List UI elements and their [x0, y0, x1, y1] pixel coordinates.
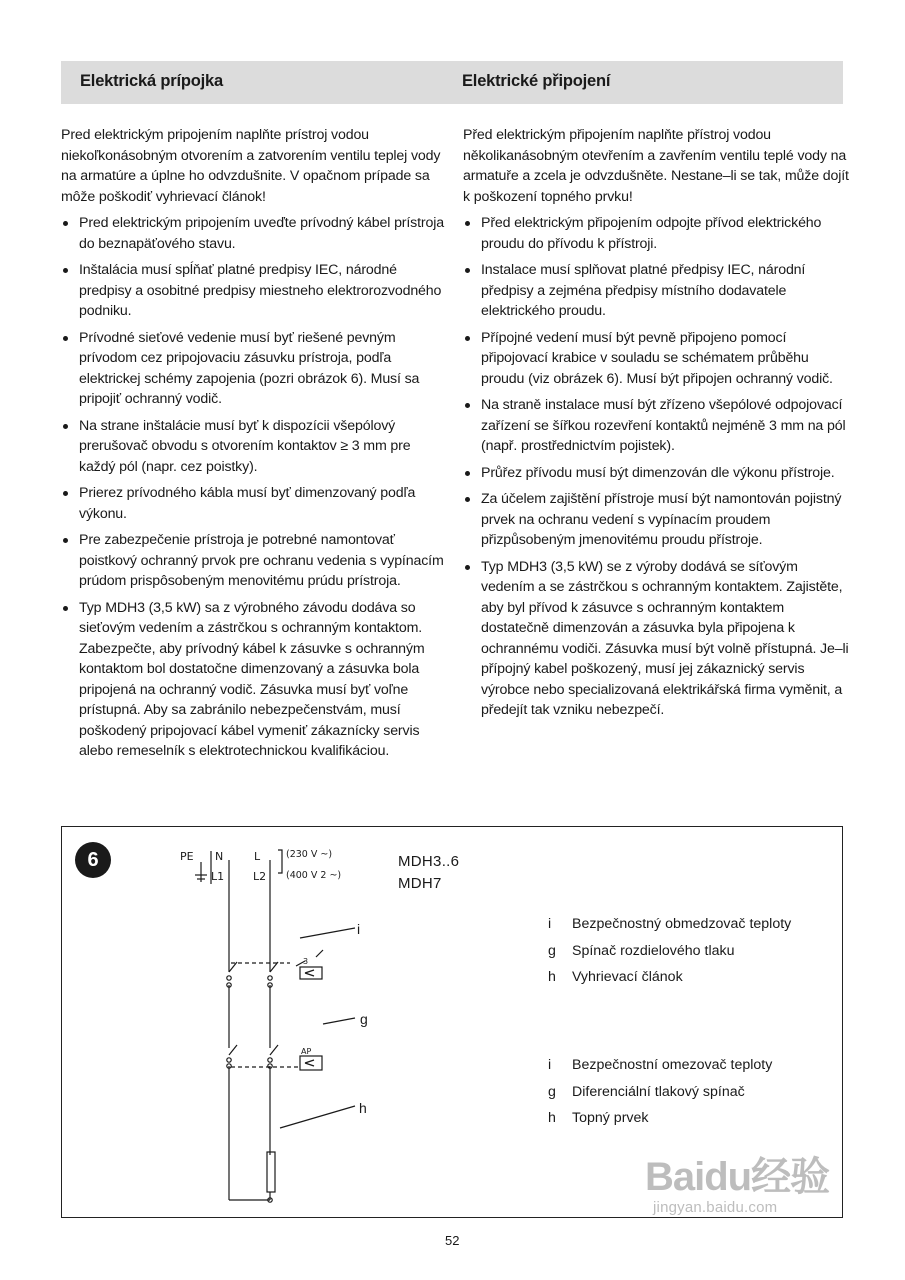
list-item: Pre zabezpečenie prístroja je potrebné namontovať poistkový ochranný prvok pre ochranu vedenia s vypínacím prúdom prispôsobeným menovitému prúdu prístroja.	[61, 530, 447, 592]
legend-key: g	[548, 1083, 556, 1100]
list-item: Typ MDH3 (3,5 kW) sa z výrobného závodu dodáva so sieťovým vedením a zástrčkou s ochranným kontaktom. Zabezpečte, aby prívodný kábel k zásuvke s ochranným kontaktom bol dostatočne dimenzovaný a zásuvka bola pripojená na ochranný vodič. Zásuvka musí byť voľne prístupná. Aby sa zabránilo nebezpečenstvám, musí poškodený pripojovací kábel vymeniť zákaznícky servis alebo remeselník s elektrotechnickou kvalifikáciou.	[61, 598, 447, 762]
legend-text: Bezpečnostný obmedzovač teploty	[572, 916, 792, 932]
section-title-sk: Elektrická prípojka	[80, 72, 223, 90]
figure-number-badge: 6	[75, 842, 111, 878]
terminal-pe: PE	[180, 850, 194, 863]
list-item: Před elektrickým připojením odpojte přívod elektrického proudu do přívodu k přístroji.	[463, 213, 849, 254]
legend-text: Diferenciální tlakový spínač	[572, 1083, 745, 1100]
legend-text: Spínač rozdielového tlaku	[572, 942, 735, 959]
intro-paragraph-cz: Před elektrickým připojením naplňte přístroj vodou několikanásobným otevřením a zavřením ventilu teplé vody na armatuře a zcela je odvzdušněte. Nestane–li se tak, může dojít k poškození topného prvku!	[463, 127, 849, 205]
list-item: Na straně instalace musí být zřízeno všepólové odpojovací zařízení se šířkou rozevření kontaktů nejméně 3 mm na pól (např. prostřednictvím pojistek).	[463, 395, 849, 457]
voltage-two-phase: (400 V 2 ~)	[286, 870, 342, 881]
list-item: Prierez prívodného kábla musí byť dimenzovaný podľa výkonu.	[61, 483, 447, 524]
pressure-switch-label: AP	[301, 1047, 312, 1056]
model-label-mdh3-6: MDH3..6	[398, 853, 460, 870]
list-item: Pred elektrickým pripojením uveďte prívodný kábel prístroja do beznapäťového stavu.	[61, 213, 447, 254]
legend-key: i	[548, 916, 552, 932]
column-czech	[463, 125, 849, 727]
section-title-cz: Elektrické připojení	[462, 72, 611, 90]
legend-key: i	[548, 1057, 552, 1073]
terminal-l2: L2	[253, 870, 267, 883]
list-item: Instalace musí splňovat platné předpisy IEC, národní předpisy a zejména předpisy místního dodavatele elektrického proudu.	[463, 260, 849, 322]
watermark-logo: Baidu经验	[645, 1155, 830, 1199]
callout-label-i: i	[357, 921, 361, 937]
legend-row	[548, 911, 791, 938]
legend-key: h	[548, 1110, 556, 1126]
legend-row	[548, 1079, 772, 1106]
list-item: Inštalácia musí spĺňať platné predpisy IEC, národné predpisy a osobitné predpisy miestneho elektrorozvodného podniku.	[61, 260, 447, 322]
legend-row	[548, 964, 791, 991]
voltage-single-phase: (230 V ~)	[286, 849, 333, 860]
legend-row	[548, 1105, 772, 1132]
model-label-mdh7: MDH7	[398, 875, 442, 892]
intro-paragraph-sk: Pred elektrickým pripojením naplňte prístroj vodou niekoľkonásobným otvorením a zatvorením ventilu teplej vody na armatúre a úplne ho odvzdušnite. V opačnom prípade sa môže poškodiť vyhrievací článok!	[61, 127, 441, 205]
bullet-list-cz	[463, 213, 849, 721]
list-item: Za účelem zajištění přístroje musí být namontován pojistný prvek na ochranu vedení s vypínacím proudem přizpůsobeným jmenovitému proudu přístroje.	[463, 489, 849, 551]
page-number: 52	[445, 1233, 460, 1248]
legend-text: Topný prvek	[572, 1110, 649, 1126]
callout-label-g: g	[360, 1011, 368, 1027]
column-slovak	[61, 125, 447, 768]
legend-row	[548, 938, 791, 965]
list-item: Prívodné sieťové vedenie musí byť riešené pevným prívodom cez pripojovaciu zásuvku prístroja, podľa elektrickej schémy zapojenia (pozri obrázok 6). Musí sa pripojiť ochranný vodič.	[61, 328, 447, 410]
terminal-n: N	[215, 850, 224, 863]
legend-key: h	[548, 969, 556, 985]
legend-row	[548, 1052, 772, 1079]
watermark-url: jingyan.baidu.com	[653, 1199, 778, 1216]
terminal-l: L	[254, 850, 261, 863]
legend-text: Bezpečnostní omezovač teploty	[572, 1057, 773, 1073]
cutout-rating-label: 3	[303, 957, 309, 966]
callout-label-h: h	[359, 1100, 367, 1116]
terminal-l1: L1	[211, 870, 225, 883]
list-item: Přípojné vedení musí být pevně připojeno pomocí připojovací krabice v souladu se schématem průběhu proudu (viz obrázek 6). Musí být připojen ochranný vodič.	[463, 328, 849, 390]
legend-slovak	[548, 911, 791, 991]
baidu-watermark	[645, 1155, 829, 1216]
list-item: Typ MDH3 (3,5 kW) se z výroby dodává se síťovým vedením a se zástrčkou s ochranným kontaktem. Zajistěte, aby byl přívod k zásuvce s ochranným kontaktem dostatečně dimenzován a zásuvka byla připojena k ochrannému vodiči. Zásuvka musí být volně přístupná. Je–li přípojný kabel poškozený, musí jej zákaznický servis výrobce nebo specializovaná elektrikářská firma vyměnit, a předejít tak vzniku nebezpečí.	[463, 557, 849, 721]
bullet-list-sk	[61, 213, 447, 762]
legend-key: g	[548, 942, 556, 959]
list-item: Na strane inštalácie musí byť k dispozícii všepólový prerušovač obvodu s otvorením kontaktov ≥ 3 mm pre každý pól (napr. cez poistky).	[61, 416, 447, 478]
list-item: Průřez přívodu musí být dimenzován dle výkonu přístroje.	[463, 463, 849, 484]
legend-text: Vyhrievací článok	[572, 969, 683, 985]
legend-czech	[548, 1052, 772, 1132]
